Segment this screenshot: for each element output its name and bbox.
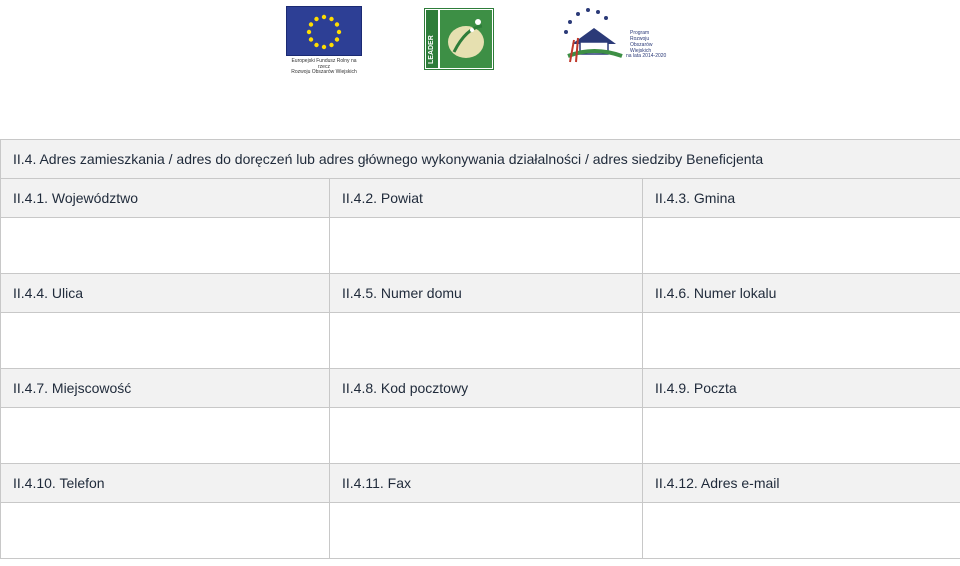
leader-text: LEADER bbox=[428, 35, 435, 64]
leader-logo bbox=[424, 8, 494, 70]
field-inputs-row bbox=[1, 408, 960, 464]
section-title: II.4. Adres zamieszkania / adres do doręczeń lub adres głównego wykonywania działalności / adres siedziby Beneficjenta bbox=[1, 140, 960, 179]
address-form-table bbox=[0, 139, 960, 559]
label-gmina: II.4.3. Gmina bbox=[643, 179, 960, 218]
input-ulica[interactable] bbox=[1, 313, 330, 369]
eu-caption: Europejski Fundusz Rolny na rzecz Rozwoju Obszarów Wiejskich bbox=[291, 58, 357, 75]
label-poczta: II.4.9. Poczta bbox=[643, 369, 960, 408]
label-fax: II.4.11. Fax bbox=[330, 464, 643, 503]
label-kod-pocztowy: II.4.8. Kod pocztowy bbox=[330, 369, 643, 408]
field-labels-row bbox=[1, 369, 960, 408]
eu-logo bbox=[286, 6, 362, 78]
input-numer-domu[interactable] bbox=[330, 313, 643, 369]
input-poczta[interactable] bbox=[643, 408, 960, 464]
input-gmina[interactable] bbox=[643, 218, 960, 274]
prow-text bbox=[630, 24, 670, 54]
label-numer-domu: II.4.5. Numer domu bbox=[330, 274, 643, 313]
label-numer-lokalu: II.4.6. Numer lokalu bbox=[643, 274, 960, 313]
prow-title: Program Rozwoju Obszarów Wiejskich bbox=[630, 30, 653, 54]
input-wojewodztwo[interactable] bbox=[1, 218, 330, 274]
label-miejscowosc: II.4.7. Miejscowość bbox=[1, 369, 330, 408]
input-telefon[interactable] bbox=[1, 503, 330, 559]
prow-emblem-icon bbox=[560, 4, 628, 66]
label-telefon: II.4.10. Telefon bbox=[1, 464, 330, 503]
label-powiat: II.4.2. Powiat bbox=[330, 179, 643, 218]
input-adres-email[interactable] bbox=[643, 503, 960, 559]
field-inputs-row bbox=[1, 313, 960, 369]
prow-logo bbox=[560, 4, 667, 74]
label-ulica: II.4.4. Ulica bbox=[1, 274, 330, 313]
field-labels-row bbox=[1, 274, 960, 313]
label-wojewodztwo: II.4.1. Województwo bbox=[1, 179, 330, 218]
section-title-row bbox=[1, 140, 960, 179]
eu-flag-icon bbox=[286, 6, 362, 56]
input-powiat[interactable] bbox=[330, 218, 643, 274]
input-numer-lokalu[interactable] bbox=[643, 313, 960, 369]
field-labels-row bbox=[1, 179, 960, 218]
input-miejscowosc[interactable] bbox=[1, 408, 330, 464]
prow-years: na lata 2014-2020 bbox=[626, 53, 667, 59]
input-fax[interactable] bbox=[330, 503, 643, 559]
field-inputs-row bbox=[1, 218, 960, 274]
field-labels-row bbox=[1, 464, 960, 503]
logo-header bbox=[0, 0, 960, 140]
field-inputs-row bbox=[1, 503, 960, 559]
input-kod-pocztowy[interactable] bbox=[330, 408, 643, 464]
label-adres-email: II.4.12. Adres e-mail bbox=[643, 464, 960, 503]
